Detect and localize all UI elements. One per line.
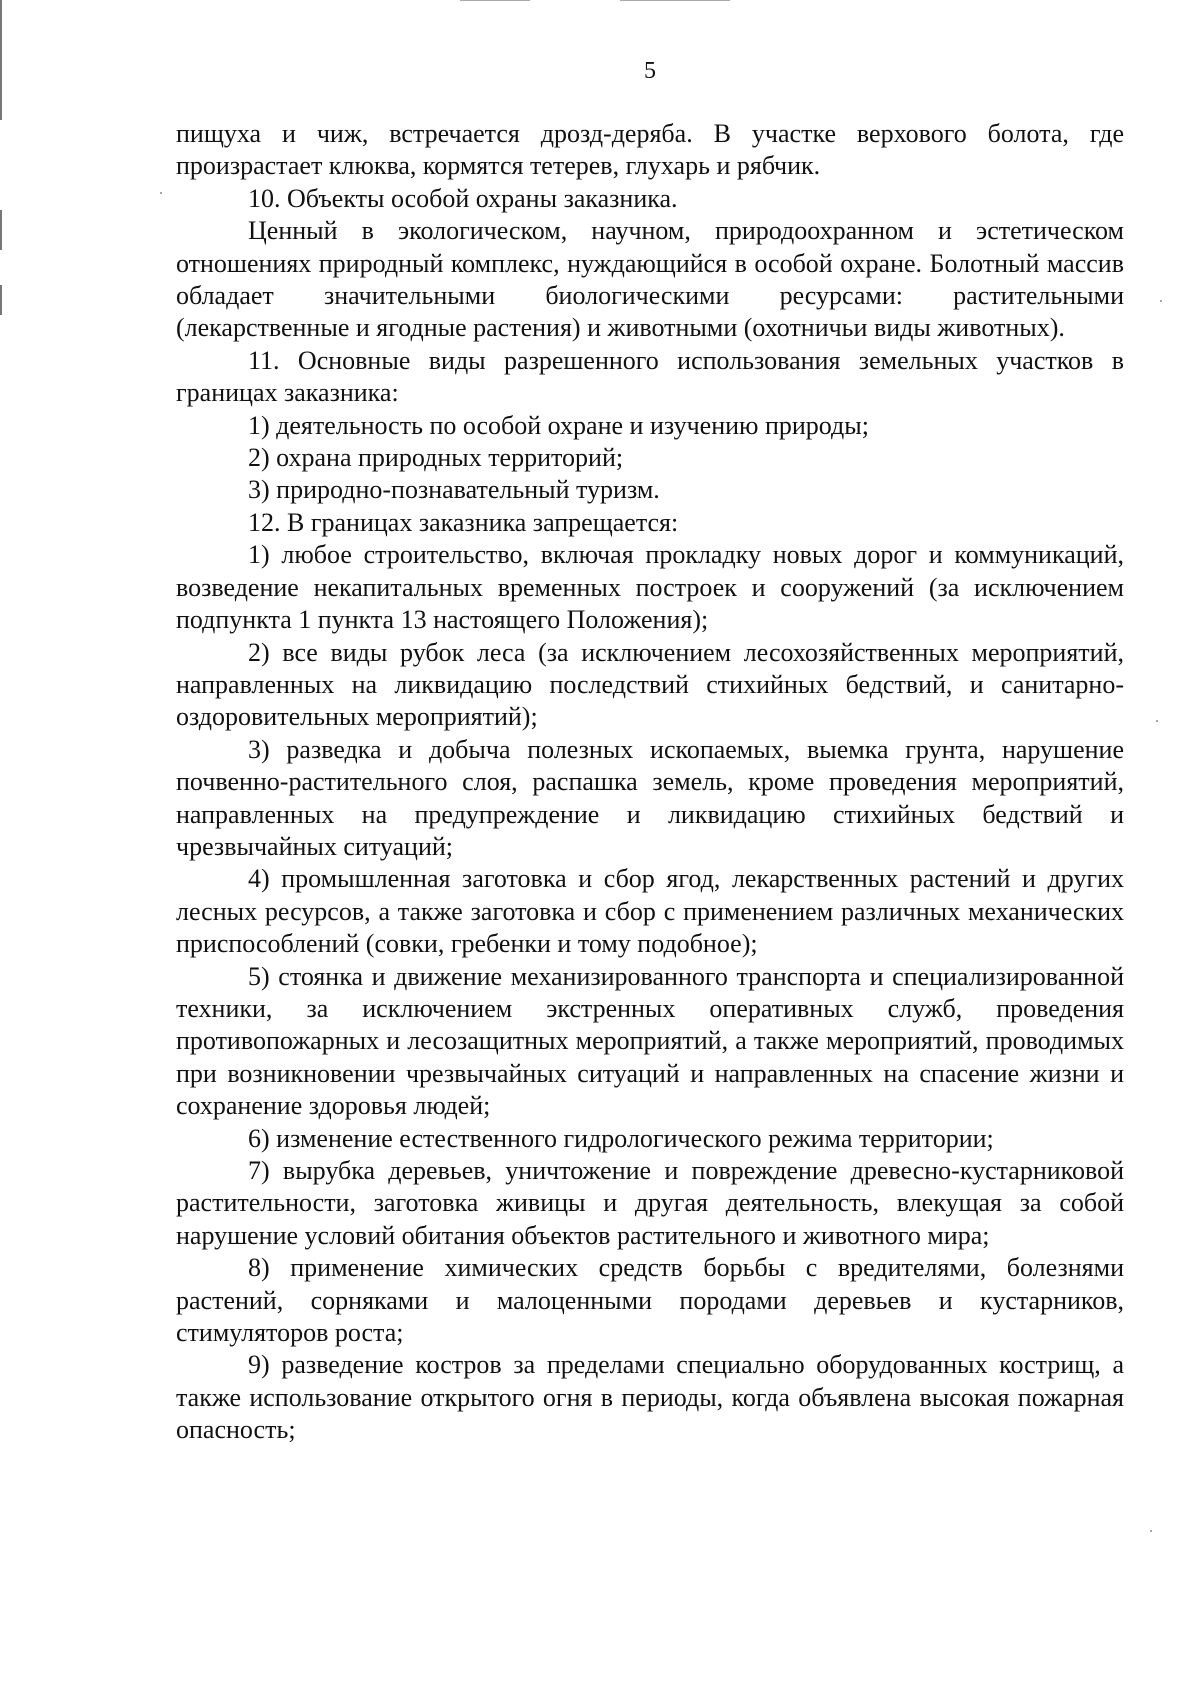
scan-speck xyxy=(1156,720,1158,722)
paragraph: Ценный в экологическом, научном, природоохранном и эстетическом отношениях природный комплекс, нуждающийся в особой охране. Болотный массив обладает значительными биологическими ресурсами: растительными (лекарственные и ягодные растения) и животными (охотничьи виды животных). xyxy=(176,216,1124,343)
scan-speck xyxy=(160,192,162,194)
list-item: 9) разведение костров за пределами специально оборудованных кострищ, а также использование открытого огня в периоды, когда объявлена высокая пожарная опасность; xyxy=(176,1350,1124,1445)
page-number: 5 xyxy=(644,58,656,84)
section-heading-10: 10. Объекты особой охраны заказника. xyxy=(248,183,678,213)
section-heading-12: 12. В границах заказника запрещается: xyxy=(248,507,679,537)
list-item: 1) любое строительство, включая прокладку новых дорог и коммуникаций, возведение некапитальных временных построек и сооружений (за исключением подпункта 1 пункта 13 настоящего Положения); xyxy=(176,540,1124,635)
list-item: 5) стоянка и движение механизированного транспорта и специализированной техники, за исключением экстренных оперативных служб, проведения противопожарных и лесозащитных мероприятий, а также мероприятий, проводимых при возникновении чрезвычайных ситуаций и направленных на спасение жизни и сохранение здоровья людей; xyxy=(176,961,1124,1121)
section-heading-11: 11. Основные виды разрешенного использования земельных участков в границах заказника: xyxy=(176,345,1124,408)
scan-top-mark xyxy=(460,0,530,1)
list-item: 7) вырубка деревьев, уничтожение и повреждение древесно-кустарниковой растительности, заготовка живицы и другая деятельность, влекущая за собой нарушение условий обитания объектов растительного и животного мира; xyxy=(176,1156,1124,1250)
document-body xyxy=(176,118,1124,1447)
scan-speck xyxy=(1150,1530,1152,1532)
list-item: 3) разведка и добыча полезных ископаемых, выемка грунта, нарушение почвенно-растительного слоя, распашка земель, кроме проведения мероприятий, направленных на предупреждение и ликвидацию стихийных бедствий и чрезвычайных ситуаций; xyxy=(176,734,1124,861)
list-item: 8) применение химических средств борьбы с вредителями, болезнями растений, сорняками и малоценными породами деревьев и кустарников, стимуляторов роста; xyxy=(176,1253,1124,1348)
list-item: 6) изменение естественного гидрологического режима территории; xyxy=(248,1123,994,1153)
list-item: 3) природно-познавательный туризм. xyxy=(248,475,660,505)
scan-edge-mark xyxy=(0,210,2,250)
list-item: 1) деятельность по особой охране и изучению природы; xyxy=(248,410,869,440)
scan-edge-mark xyxy=(0,285,2,315)
list-item: 2) охрана природных территорий; xyxy=(248,443,624,473)
list-item: 4) промышленная заготовка и сбор ягод, лекарственных растений и других лесных ресурсов, а также заготовка и сбор с применением различных механических приспособлений (совки, гребенки и тому подобное); xyxy=(176,864,1124,959)
scan-top-mark xyxy=(620,0,730,1)
paragraph-continuation: пищуха и чиж, встречается дрозд-деряба. В участке верхового болота, где произрастает клюква, кормятся тетерев, глухарь и рябчик. xyxy=(176,119,1124,181)
list-item: 2) все виды рубок леса (за исключением лесохозяйственных мероприятий, направленных на ликвидацию последствий стихийных бедствий, и санитарно-оздоровительных мероприятий); xyxy=(176,637,1124,732)
scan-speck xyxy=(1160,300,1162,302)
